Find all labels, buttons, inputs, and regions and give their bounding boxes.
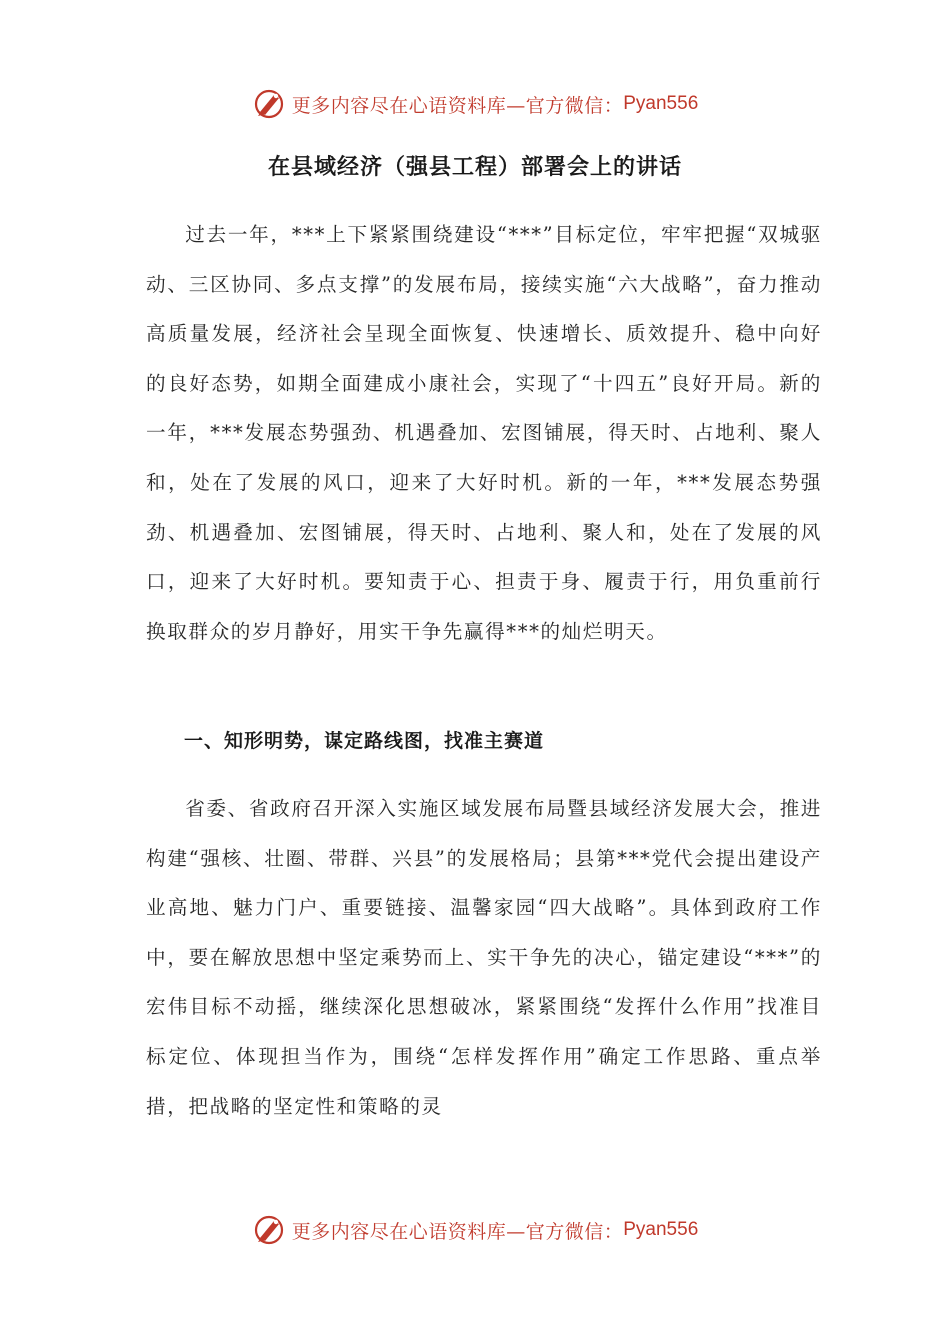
banner-contact: Pyan556 xyxy=(623,1219,699,1240)
section-heading-1: 一、知形明势，谋定路线图，找准主赛道 xyxy=(184,730,545,752)
paragraph-2: 省委、省政府召开深入实施区域发展布局暨县域经济发展大会，推进构建“强核、壮圈、带群、兴县”的发展格局；县第***党代会提出建设产业高地、魅力门户、重要链接、温馨家园“四大战略”。具体到政府工作中，要在解放思想中坚定乘势而上、实干争先的决心，锚定建设“***”的宏伟目标不动摇，继续深化思想破冰，紧紧围绕“发挥什么作用”找准目标定位、体现担当作为，围绕“怎样发挥作用”确定工作思路、重点举措，把战略的坚定性和策略的灵 xyxy=(146,797,822,1118)
header-banner xyxy=(0,84,950,124)
document-title: 在县域经济（强县工程）部署会上的讲话 xyxy=(267,155,682,180)
banner-text: 更多内容尽在心语资料库—官方微信： xyxy=(291,1220,624,1243)
pen-seal-icon xyxy=(252,1212,288,1248)
pen-seal-icon xyxy=(252,86,288,122)
banner-text: 更多内容尽在心语资料库—官方微信： xyxy=(291,94,624,117)
banner-contact: Pyan556 xyxy=(623,93,699,114)
footer-banner xyxy=(0,1210,950,1250)
paragraph-1: 过去一年，***上下紧紧围绕建设“***”目标定位，牢牢把握“双城驱动、三区协同、多点支撑”的发展布局，接续实施“六大战略”，奋力推动高质量发展，经济社会呈现全面恢复、快速增长、质效提升、稳中向好的良好态势，如期全面建成小康社会，实现了“十四五”良好开局。新的一年，***发展态势强劲、机遇叠加、宏图铺展，得天时、占地利、聚人和，处在了发展的风口，迎来了大好时机。新的一年，***发展态势强劲、机遇叠加、宏图铺展，得天时、占地利、聚人和，处在了发展的风口，迎来了大好时机。要知责于心、担责于身、履责于行，用负重前行换取群众的岁月静好，用实干争先赢得***的灿烂明天。 xyxy=(146,223,822,643)
